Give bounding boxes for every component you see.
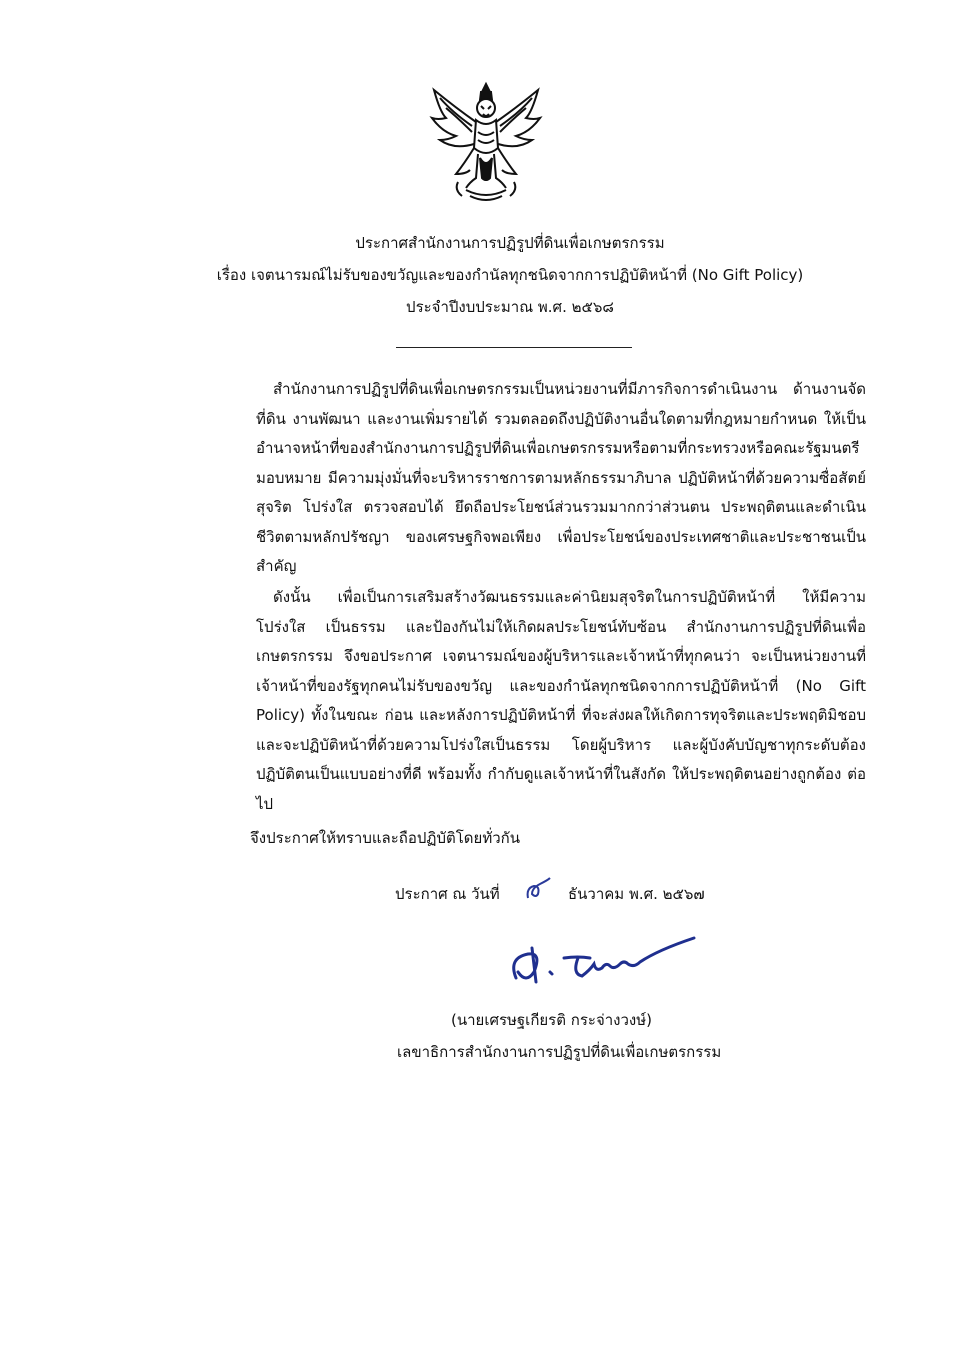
handwritten-signature — [498, 928, 698, 998]
signatory-name: (นายเศรษฐเกียรติ กระจ่างวงษ์) — [451, 1011, 652, 1029]
announcement-title: ประกาศสำนักงานการปฏิรูปที่ดินเพื่อเกษตรกรรม — [355, 234, 665, 252]
announcement-subject: เรื่อง เจตนารมณ์ไม่รับของขวัญและของกำนัลทุกชนิดจากการปฏิบัติหน้าที่ (No Gift Policy) — [216, 266, 804, 284]
dateline-prefix: ประกาศ ณ วันที่ — [395, 885, 500, 903]
closing-statement: จึงประกาศให้ทราบและถือปฏิบัติโดยทั่วกัน — [250, 829, 520, 847]
dateline-suffix: ธันวาคม พ.ศ. ๒๕๖๗ — [568, 885, 705, 903]
fiscal-year: ประจำปีงบประมาณ พ.ศ. ๒๕๖๘ — [406, 298, 614, 316]
divider — [396, 347, 632, 348]
paragraph-2: ดังนั้น เพื่อเป็นการเสริมสร้างวัฒนธรรมและค่านิยมสุจริตในการปฏิบัติหน้าที่ ให้มีความโปร่งใส เป็นธรรม และป้องกันไม่ให้เกิดผลประโยชน์ทับซ้อน สำนักงานการปฏิรูปที่ดินเพื่อเกษตรกรรม จึงขอประกาศ เจตนารมณ์ของผู้บริหารและเจ้าหน้าที่ทุกคนว่า จะเป็นหน่วยงานที่เจ้าหน้าที่ของรัฐทุกคนไม่รับของขวัญ และของกำนัลทุกชนิดจากการปฏิบัติหน้าที่ (No Gift Policy) ทั้งในขณะ ก่อน และหลังการปฏิบัติหน้าที่ ที่จะส่งผลให้เกิดการทุจริตและประพฤติมิชอบ และจะปฏิบัติหน้าที่ด้วยความโปร่งใสเป็นธรรม โดยผู้บริหาร และผู้บังคับบัญชาทุกระดับต้องปฏิบัติตนเป็นแบบอย่างที่ดี พร้อมทั้ง กำกับดูแลเจ้าหน้าที่ในสังกัด ให้ประพฤติตนอย่างถูกต้อง ต่อไป — [256, 588, 866, 813]
signatory-position: เลขาธิการสำนักงานการปฏิรูปที่ดินเพื่อเกษตรกรรม — [397, 1043, 722, 1061]
garuda-emblem-icon — [426, 78, 546, 206]
paragraph-1: สำนักงานการปฏิรูปที่ดินเพื่อเกษตรกรรมเป็นหน่วยงานที่มีภารกิจการดำเนินงาน ด้านงานจัดที่ดิน งานพัฒนา และงานเพิ่มรายได้ รวมตลอดถึงปฏิบัติงานอื่นใดตามที่กฎหมายกำหนด ให้เป็นอำนาจหน้าที่ของสำนักงานการปฏิรูปที่ดินเพื่อเกษตรกรรมหรือตามที่กระทรวงหรือคณะรัฐมนตรี มอบหมาย มีความมุ่งมั่นที่จะบริหารราชการตามหลักธรรมาภิบาล ปฏิบัติหน้าที่ด้วยความซื่อสัตย์สุจริต โปร่งใส ตรวจสอบได้ ยึดถือประโยชน์ส่วนรวมมากกว่าส่วนตน ประพฤติตนและดำเนินชีวิตตามหลักปรัชญา ของเศรษฐกิจพอเพียง เพื่อประโยชน์ของประเทศชาติและประชาชนเป็นสำคัญ — [256, 380, 866, 575]
handwritten-day — [524, 876, 552, 904]
